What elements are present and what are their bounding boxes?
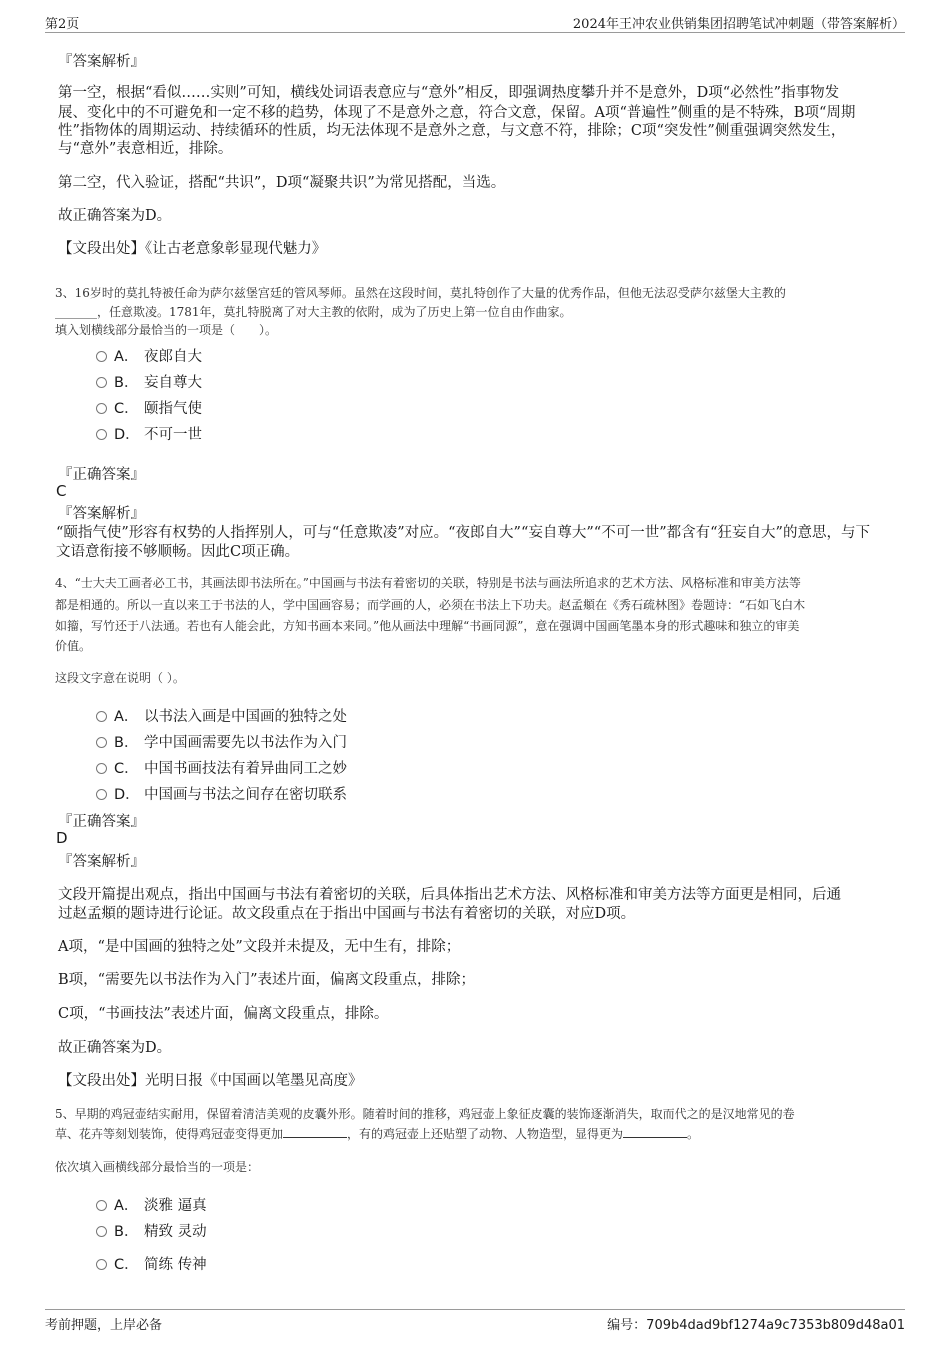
q4-option-b[interactable]: B． 学中国画需要先以书法作为入门 <box>96 731 347 752</box>
header-divider <box>45 32 905 33</box>
q2-second-blank-text: 第二空，代入验证，搭配“共识”，D项“凝聚共识”为常见搭配，当选。 <box>58 175 506 191</box>
footer-divider <box>45 1309 905 1310</box>
q5-stem-line2: 草、花卉等刻划装饰，使得鸡冠壶变得更加 ，有的鸡冠壶上还贴塑了动物、人物造型，显得更为 。 <box>55 1127 700 1141</box>
q3-analysis-line: “颐指气使”形容有权势的人指挥别人，可与“任意欺凌”对应。“夜郎自大”“妄自尊大”“不可一世”都含有“狂妄自大”的意思，与下 <box>56 525 870 541</box>
q3-option-c[interactable]: C． 颐指气使 <box>96 397 202 418</box>
q4-answer: D <box>56 829 68 847</box>
radio-button-icon[interactable] <box>96 1226 107 1237</box>
q4-analysis-label: 『答案解析』 <box>58 854 145 870</box>
q3-analysis-label: 『答案解析』 <box>58 506 145 522</box>
q4-analysis-line: 文段开篇提出观点，指出中国画与书法有着密切的关联，后具体指出艺术方法、风格标准和审美方法等方面更是相同，后通 <box>58 887 841 903</box>
radio-button-icon[interactable] <box>96 377 107 388</box>
radio-button-icon[interactable] <box>96 763 107 774</box>
radio-button-icon[interactable] <box>96 1259 107 1270</box>
radio-button-icon[interactable] <box>96 403 107 414</box>
radio-button-icon[interactable] <box>96 429 107 440</box>
q3-option-d[interactable]: D． 不可一世 <box>96 423 202 444</box>
q5-stem-line: 5、早期的鸡冠壶结实耐用，保留着清洁美观的皮囊外形。随着时间的推移，鸡冠壶上象征皮囊的装饰逐渐消失，取而代之的是汉地常见的卷 <box>55 1107 795 1121</box>
q5-option-a[interactable]: A． 淡雅 逼真 <box>96 1194 207 1215</box>
q4-stem-line: 如籀，写竹还于八法通。若也有人能会此，方知书画本来同。”他从画法中理解“书画同源”，意在强调中国画笔墨本身的形式趣味和独立的审美 <box>55 619 800 633</box>
radio-button-icon[interactable] <box>96 737 107 748</box>
q2-analysis-line: 第一空，根据“看似……实则”可知，横线处词语表意应与“意外”相反，即强调热度攀升并不是意外，D项“必然性”指事物发 <box>58 85 840 101</box>
q2-analysis-line: 与“意外”表意相近，排除。 <box>58 141 233 157</box>
document-code: 编号：709b4dad9bf1274a9c7353b809d48a01 <box>607 1318 905 1333</box>
q2-analysis-label: 『答案解析』 <box>58 54 145 70</box>
q3-answer-label: 『正确答案』 <box>58 467 145 483</box>
document-title: 2024年王冲农业供销集团招聘笔试冲刺题（带答案解析） <box>572 17 905 32</box>
q4-analysis-line: 过赵孟頫的题诗进行论证。故文段重点在于指出中国画与书法有着密切的关联，对应D项。 <box>58 906 636 922</box>
page-number: 第2页 <box>45 17 80 32</box>
q5-prompt: 依次填入画横线部分最恰当的一项是： <box>55 1160 260 1174</box>
q5-option-b[interactable]: B． 精致 灵动 <box>96 1220 207 1241</box>
q4-option-a-analysis: A项，“是中国画的独特之处”文段并未提及，无中生有，排除； <box>58 939 461 955</box>
q4-stem-line: 都是相通的。所以一直以来工于书法的人，学中国画容易；而学画的人，必须在书法上下功夫。赵孟頫在《秀石疏林图》卷题诗：“石如飞白木 <box>55 598 806 612</box>
q4-stem-line: 价值。 <box>55 639 92 653</box>
q4-source: 【文段出处】光明日报《中国画以笔墨见高度》 <box>58 1073 363 1089</box>
q2-conclusion: 故正确答案为D。 <box>58 208 172 224</box>
answer-blank <box>283 1126 347 1138</box>
q4-stem-line: 4、“士大夫工画者必工书，其画法即书法所在。”中国画与书法有着密切的关联，特别是书法与画法所追求的艺术方法、风格标准和审美方法等 <box>55 576 801 590</box>
radio-button-icon[interactable] <box>96 711 107 722</box>
q4-option-c-analysis: C项，“书画技法”表述片面，偏离文段重点，排除。 <box>58 1006 389 1022</box>
q4-conclusion: 故正确答案为D。 <box>58 1040 172 1056</box>
q2-source: 【文段出处】《让古老意象彰显现代魅力》 <box>58 241 327 257</box>
q2-analysis-line: 展、变化中的不可避免和一定不移的趋势，体现了不是意外之意，符合文意，保留。A项“普遍性”侧重的是不特殊，B项“周期 <box>58 105 856 121</box>
q3-prompt: 填入划横线部分最恰当的一项是（ ）。 <box>55 323 278 337</box>
q4-option-d[interactable]: D． 中国画与书法之间存在密切联系 <box>96 783 347 804</box>
q3-option-b[interactable]: B． 妄自尊大 <box>96 371 202 392</box>
q2-analysis-line: 性”指物体的周期运动、持续循环的性质，均无法体现不是意外之意，与文意不符，排除；C项“突发性”侧重强调突然发生， <box>58 123 846 139</box>
q4-option-b-analysis: B项，“需要先以书法作为入门”表述片面，偏离文段重点，排除； <box>58 972 475 988</box>
q4-prompt: 这段文字意在说明（ ）。 <box>55 671 185 685</box>
q3-stem-line: _______，任意欺凌。1781年，莫扎特脱离了对大主教的依附，成为了历史上第一位自由作曲家。 <box>55 305 572 319</box>
q3-answer: C <box>56 482 67 500</box>
q4-option-c[interactable]: C． 中国书画技法有着异曲同工之妙 <box>96 757 347 778</box>
q3-option-a[interactable]: A． 夜郎自大 <box>96 345 202 366</box>
answer-blank <box>623 1126 687 1138</box>
radio-button-icon[interactable] <box>96 351 107 362</box>
footer-slogan: 考前押题，上岸必备 <box>45 1318 163 1333</box>
q4-option-a[interactable]: A． 以书法入画是中国画的独特之处 <box>96 705 347 726</box>
radio-button-icon[interactable] <box>96 789 107 800</box>
q3-stem-line: 3、16岁时的莫扎特被任命为萨尔兹堡宫廷的管风琴师。虽然在这段时间，莫扎特创作了大量的优秀作品，但他无法忍受萨尔兹堡大主教的 <box>55 286 786 300</box>
radio-button-icon[interactable] <box>96 1200 107 1211</box>
q4-answer-label: 『正确答案』 <box>58 814 145 830</box>
q5-option-c[interactable]: C． 简练 传神 <box>96 1253 207 1274</box>
q3-analysis-line: 文语意衔接不够顺畅。因此C项正确。 <box>56 544 300 560</box>
